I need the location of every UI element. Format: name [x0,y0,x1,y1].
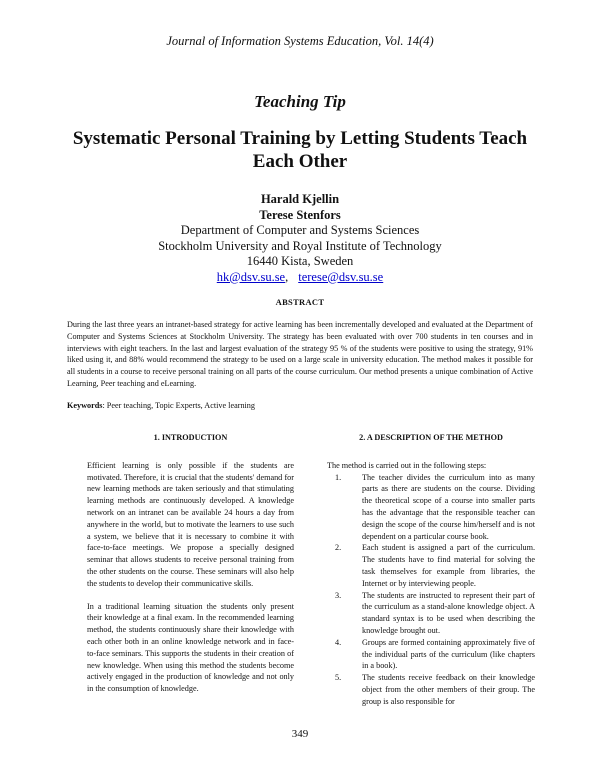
section-label: Teaching Tip [254,92,346,111]
introduction-heading: 1. INTRODUCTION [153,433,228,442]
introduction-paragraph-2: In a traditional learning situation the students only present their knowledge at a final exam. In the recommended learning method, the students continuously share their knowledge with each other both in an online knowledge network and in face-to-face seminars. This supports the students in their creation of new knowledge. When using this method the students become actively engaged in the production of knowledge and not only in the consumption of knowledge. [87,601,294,694]
author-block [0,192,600,285]
author-name-2: Terese Stenfors [259,207,341,222]
keywords-line [67,401,533,410]
abstract-heading: ABSTRACT [275,297,325,307]
step-text: Groups are formed containing approximately five of the individual parts of the curriculum (like chapters in a book). [362,637,535,671]
step-text: Each student is assigned a part of the curriculum. The students have to find material for solving the task themselves for example from libraries, the Internet or by interviewing people. [362,543,535,588]
email-link-2[interactable]: terese@dsv.su.se [298,269,384,284]
step-number: 4. [335,637,342,647]
author-name-1: Harald Kjellin [260,192,340,206]
method-step [327,672,535,707]
email-separator: , [285,269,289,284]
step-number: 5. [335,673,342,683]
keywords-text: : Peer teaching, Topic Experts, Active learning [102,401,255,410]
author-city: 16440 Kista, Sweden [246,254,354,268]
step-text: The teacher divides the curriculum into as many parts as there are students on the course. Dividing the theoretical scope of a course into smaller parts has the advantage that the responsible teacher can design the scope of the course him/herself and is not dependent on a particular course book. [362,472,535,541]
method-intro: The method is carried out in the following steps: [327,460,487,470]
page-number: 349 [291,728,309,740]
method-step [327,637,535,672]
method-step [327,472,535,543]
paper-title: Systematic Personal Training by Letting Students Teach Each Other [72,128,528,172]
method-step [327,590,535,637]
author-university: Stockholm University and Royal Institute of Technology [158,238,442,253]
abstract-text: During the last three years an intranet-based strategy for active learning has been incrementally developed and evaluated at the Department of Computer and Systems Sciences at Stockholm University. The strategy has been evaluated with over 700 students in ten courses and in interviews with eight teachers. In the last and largest evaluation of the strategy 95 % of the students were positive to using the strategy, 91% liked using it, and 88% would recommend the strategy to be used on a large scale in university education. The method makes it possible for all students in a course to receive personal training on all parts of the course curriculum. Our method presents a unique combination of Active Learning, Peer teaching and eLearning. [67,320,533,388]
method-heading: 2. A DESCRIPTION OF THE METHOD [359,433,503,442]
step-number: 2. [335,543,342,553]
author-department: Department of Computer and Systems Sciences [180,223,420,237]
method-step [327,542,535,589]
email-link-1[interactable]: hk@dsv.su.se [216,269,286,284]
method-steps [327,472,535,708]
keywords-label: Keywords [67,401,103,410]
introduction-column [87,432,294,706]
step-number: 1. [335,472,342,482]
introduction-paragraph-1: Efficient learning is only possible if the students are motivated. Therefore, it is crucial that the students' demand for new learning methods are taken seriously and that stimulating learning methods are continuously developed. A knowledge network on an intranet can be available 24 hours a day from anywhere in the world, but to motivate the learners to use such a system, we believe that it is necessary to combine it with face-to-face meetings. We propose a specially designed seminar that allows students to receive personal training from the other students on the course. These seminars will also help the students to develop their communicative skills. [87,460,294,588]
step-text: The students are instructed to represent their part of the curriculum as a stand-alone knowledge object. A standard syntax is to be used when describing the knowledge brought out. [362,590,535,635]
step-number: 3. [335,590,342,600]
journal-header: Journal of Information Systems Education, Vol. 14(4) [166,34,434,48]
step-text: The students receive feedback on their knowledge object from the other members of their group. The group is also responsible for [362,673,535,706]
method-column [327,432,535,708]
author-emails [0,270,600,286]
